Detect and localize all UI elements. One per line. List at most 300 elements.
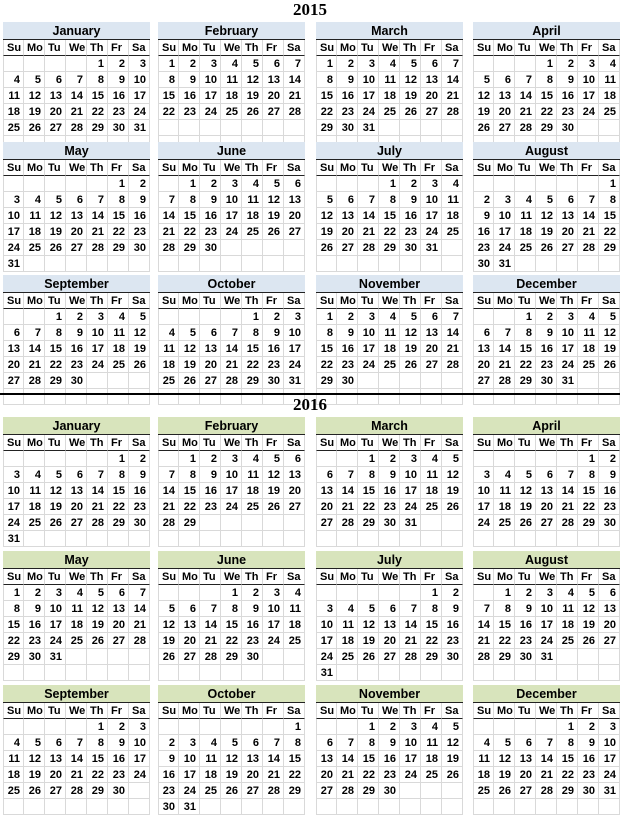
day-cell: 15 xyxy=(3,617,24,633)
day-cell: 17 xyxy=(87,341,108,357)
day-cell: 6 xyxy=(200,325,221,341)
day-cell: 10 xyxy=(179,751,200,767)
empty-cell xyxy=(557,649,578,665)
empty-cell xyxy=(515,665,536,681)
day-cell: 18 xyxy=(578,341,599,357)
month-title: January xyxy=(3,22,150,40)
day-cell: 19 xyxy=(473,104,494,120)
day-cell: 1 xyxy=(316,56,337,72)
day-cell: 28 xyxy=(284,104,305,120)
day-cell: 9 xyxy=(379,735,400,751)
day-cell: 21 xyxy=(284,88,305,104)
day-cell: 3 xyxy=(599,719,620,735)
day-cell: 18 xyxy=(557,617,578,633)
day-cell: 17 xyxy=(400,483,421,499)
day-cell: 29 xyxy=(316,373,337,389)
month-june-2015 xyxy=(158,142,305,272)
empty-cell xyxy=(578,799,599,815)
empty-cell xyxy=(158,585,179,601)
day-cell: 4 xyxy=(66,585,87,601)
day-cell: 26 xyxy=(24,783,45,799)
weekday-header: Tu xyxy=(45,569,66,585)
weekday-header: Su xyxy=(3,293,24,309)
weekday-header: Sa xyxy=(284,40,305,56)
day-cell: 13 xyxy=(337,208,358,224)
empty-cell xyxy=(45,56,66,72)
day-cell: 13 xyxy=(494,88,515,104)
empty-cell xyxy=(221,256,242,272)
day-cell: 16 xyxy=(108,751,129,767)
day-cell: 18 xyxy=(3,104,24,120)
day-cell: 6 xyxy=(599,585,620,601)
month-grid xyxy=(473,40,620,152)
day-cell: 27 xyxy=(337,240,358,256)
day-cell: 8 xyxy=(242,325,263,341)
day-cell: 30 xyxy=(400,240,421,256)
day-cell: 9 xyxy=(379,467,400,483)
day-cell: 22 xyxy=(242,357,263,373)
weekday-header: Tu xyxy=(200,160,221,176)
day-cell: 21 xyxy=(263,767,284,783)
day-cell: 21 xyxy=(158,224,179,240)
day-cell: 11 xyxy=(379,325,400,341)
day-cell: 15 xyxy=(379,208,400,224)
day-cell: 21 xyxy=(87,224,108,240)
empty-cell xyxy=(599,799,620,815)
weekday-header: Tu xyxy=(45,703,66,719)
day-cell: 24 xyxy=(3,515,24,531)
empty-cell xyxy=(200,515,221,531)
day-cell: 17 xyxy=(45,617,66,633)
day-cell: 4 xyxy=(200,735,221,751)
empty-cell xyxy=(494,176,515,192)
weekday-header: Fr xyxy=(263,569,284,585)
month-february-2015 xyxy=(158,22,305,152)
day-cell: 10 xyxy=(284,325,305,341)
day-cell: 4 xyxy=(242,176,263,192)
day-cell: 3 xyxy=(578,56,599,72)
day-cell: 13 xyxy=(45,88,66,104)
day-cell: 28 xyxy=(557,515,578,531)
month-september-2015 xyxy=(3,275,150,405)
day-cell: 10 xyxy=(557,325,578,341)
empty-cell xyxy=(66,665,87,681)
weekday-header: Th xyxy=(242,569,263,585)
weekday-header: Tu xyxy=(45,160,66,176)
weekday-header: Sa xyxy=(442,703,463,719)
day-cell: 4 xyxy=(108,309,129,325)
weekday-header: Mo xyxy=(337,40,358,56)
month-title: October xyxy=(158,685,305,703)
empty-cell xyxy=(442,783,463,799)
empty-cell xyxy=(421,531,442,547)
weekday-header: Sa xyxy=(599,293,620,309)
day-cell: 12 xyxy=(45,483,66,499)
day-cell: 17 xyxy=(263,617,284,633)
month-title: March xyxy=(316,417,463,435)
day-cell: 18 xyxy=(24,499,45,515)
day-cell: 15 xyxy=(494,617,515,633)
day-cell: 6 xyxy=(379,601,400,617)
day-cell: 2 xyxy=(179,56,200,72)
day-cell: 22 xyxy=(421,633,442,649)
day-cell: 10 xyxy=(494,208,515,224)
weekday-header: We xyxy=(66,703,87,719)
day-cell: 3 xyxy=(358,56,379,72)
day-cell: 9 xyxy=(129,467,150,483)
empty-cell xyxy=(108,799,129,815)
month-title: December xyxy=(473,685,620,703)
day-cell: 16 xyxy=(379,751,400,767)
month-title: May xyxy=(3,551,150,569)
day-cell: 9 xyxy=(242,601,263,617)
day-cell: 12 xyxy=(599,325,620,341)
day-cell: 3 xyxy=(557,309,578,325)
weekday-header: Fr xyxy=(108,160,129,176)
day-cell: 15 xyxy=(45,341,66,357)
day-cell: 10 xyxy=(200,72,221,88)
day-cell: 28 xyxy=(578,240,599,256)
day-cell: 26 xyxy=(536,240,557,256)
day-cell: 8 xyxy=(87,735,108,751)
day-cell: 25 xyxy=(421,767,442,783)
empty-cell xyxy=(242,120,263,136)
day-cell: 7 xyxy=(358,192,379,208)
day-cell: 2 xyxy=(515,585,536,601)
day-cell: 18 xyxy=(24,224,45,240)
month-title: September xyxy=(3,685,150,703)
day-cell: 7 xyxy=(400,601,421,617)
day-cell: 21 xyxy=(536,767,557,783)
empty-cell xyxy=(599,531,620,547)
day-cell: 2 xyxy=(337,56,358,72)
empty-cell xyxy=(87,176,108,192)
day-cell: 6 xyxy=(66,192,87,208)
empty-cell xyxy=(358,256,379,272)
day-cell: 23 xyxy=(24,633,45,649)
day-cell: 4 xyxy=(158,325,179,341)
day-cell: 22 xyxy=(158,104,179,120)
empty-cell xyxy=(87,665,108,681)
day-cell: 16 xyxy=(66,341,87,357)
day-cell: 12 xyxy=(24,88,45,104)
weekday-header: Mo xyxy=(337,569,358,585)
day-cell: 17 xyxy=(3,499,24,515)
empty-cell xyxy=(599,649,620,665)
day-cell: 6 xyxy=(515,735,536,751)
day-cell: 22 xyxy=(179,499,200,515)
month-grid xyxy=(158,40,305,152)
weekday-header: Th xyxy=(400,293,421,309)
weekday-header: Th xyxy=(87,160,108,176)
empty-cell xyxy=(221,531,242,547)
day-cell: 11 xyxy=(200,751,221,767)
empty-cell xyxy=(358,531,379,547)
weekday-header: Sa xyxy=(129,293,150,309)
day-cell: 2 xyxy=(200,451,221,467)
weekday-header: Fr xyxy=(263,435,284,451)
weekday-header: Th xyxy=(400,703,421,719)
weekday-header: Sa xyxy=(599,703,620,719)
day-cell: 13 xyxy=(108,601,129,617)
day-cell: 31 xyxy=(557,373,578,389)
day-cell: 28 xyxy=(337,783,358,799)
empty-cell xyxy=(221,240,242,256)
weekday-header: Su xyxy=(3,569,24,585)
day-cell: 1 xyxy=(87,56,108,72)
empty-cell xyxy=(421,665,442,681)
day-cell: 15 xyxy=(358,483,379,499)
day-cell: 18 xyxy=(379,341,400,357)
day-cell: 13 xyxy=(316,751,337,767)
day-cell: 29 xyxy=(358,783,379,799)
weekday-header: Tu xyxy=(200,40,221,56)
weekday-header: Mo xyxy=(24,569,45,585)
day-cell: 7 xyxy=(24,325,45,341)
day-cell: 12 xyxy=(158,617,179,633)
weekday-header: Fr xyxy=(108,703,129,719)
empty-cell xyxy=(87,373,108,389)
day-cell: 23 xyxy=(263,357,284,373)
day-cell: 24 xyxy=(358,357,379,373)
weekday-header: Th xyxy=(87,293,108,309)
day-cell: 30 xyxy=(200,240,221,256)
day-cell: 13 xyxy=(284,192,305,208)
empty-cell xyxy=(158,256,179,272)
weekday-header: We xyxy=(536,160,557,176)
month-december-2016 xyxy=(473,685,620,815)
day-cell: 16 xyxy=(515,617,536,633)
day-cell: 20 xyxy=(284,208,305,224)
weekday-header: Tu xyxy=(515,293,536,309)
day-cell: 2 xyxy=(263,309,284,325)
empty-cell xyxy=(515,799,536,815)
day-cell: 14 xyxy=(200,617,221,633)
month-title: April xyxy=(473,417,620,435)
empty-cell xyxy=(221,515,242,531)
weekday-header: Th xyxy=(242,40,263,56)
day-cell: 14 xyxy=(494,341,515,357)
day-cell: 28 xyxy=(158,515,179,531)
day-cell: 29 xyxy=(45,373,66,389)
day-cell: 23 xyxy=(129,499,150,515)
weekday-header: Fr xyxy=(578,435,599,451)
day-cell: 13 xyxy=(66,208,87,224)
day-cell: 6 xyxy=(421,309,442,325)
day-cell: 27 xyxy=(200,373,221,389)
day-cell: 12 xyxy=(400,72,421,88)
day-cell: 11 xyxy=(284,601,305,617)
day-cell: 3 xyxy=(3,467,24,483)
day-cell: 10 xyxy=(316,617,337,633)
weekday-header: We xyxy=(221,40,242,56)
weekday-header: Th xyxy=(557,293,578,309)
day-cell: 3 xyxy=(263,585,284,601)
empty-cell xyxy=(400,256,421,272)
empty-cell xyxy=(421,256,442,272)
empty-cell xyxy=(284,799,305,815)
weekday-header: Fr xyxy=(578,160,599,176)
weekday-header: Th xyxy=(242,293,263,309)
day-cell: 26 xyxy=(221,783,242,799)
day-cell: 27 xyxy=(515,783,536,799)
day-cell: 9 xyxy=(400,192,421,208)
empty-cell xyxy=(578,373,599,389)
day-cell: 11 xyxy=(66,601,87,617)
weekday-header: Su xyxy=(3,160,24,176)
day-cell: 19 xyxy=(221,767,242,783)
day-cell: 25 xyxy=(24,240,45,256)
weekday-header: Mo xyxy=(179,40,200,56)
day-cell: 26 xyxy=(494,783,515,799)
day-cell: 14 xyxy=(400,617,421,633)
day-cell: 28 xyxy=(337,515,358,531)
empty-cell xyxy=(316,799,337,815)
weekday-header: Fr xyxy=(108,569,129,585)
day-cell: 14 xyxy=(158,208,179,224)
empty-cell xyxy=(557,531,578,547)
day-cell: 9 xyxy=(66,325,87,341)
day-cell: 13 xyxy=(179,617,200,633)
day-cell: 22 xyxy=(316,104,337,120)
day-cell: 15 xyxy=(316,341,337,357)
weekday-header: Fr xyxy=(421,703,442,719)
day-cell: 16 xyxy=(599,483,620,499)
day-cell: 27 xyxy=(3,373,24,389)
day-cell: 29 xyxy=(578,515,599,531)
day-cell: 12 xyxy=(263,192,284,208)
day-cell: 19 xyxy=(442,483,463,499)
day-cell: 23 xyxy=(578,767,599,783)
weekday-header: Th xyxy=(400,40,421,56)
day-cell: 10 xyxy=(221,192,242,208)
day-cell: 6 xyxy=(536,467,557,483)
month-title: November xyxy=(316,275,463,293)
day-cell: 20 xyxy=(3,357,24,373)
weekday-header: Mo xyxy=(179,435,200,451)
empty-cell xyxy=(242,240,263,256)
day-cell: 26 xyxy=(442,767,463,783)
day-cell: 29 xyxy=(108,240,129,256)
day-cell: 11 xyxy=(515,208,536,224)
day-cell: 4 xyxy=(3,735,24,751)
day-cell: 28 xyxy=(263,783,284,799)
empty-cell xyxy=(45,719,66,735)
month-title: February xyxy=(158,22,305,40)
day-cell: 9 xyxy=(263,325,284,341)
day-cell: 13 xyxy=(3,341,24,357)
empty-cell xyxy=(494,531,515,547)
weekday-header: Sa xyxy=(599,40,620,56)
day-cell: 8 xyxy=(108,467,129,483)
empty-cell xyxy=(536,665,557,681)
day-cell: 1 xyxy=(515,309,536,325)
weekday-header: We xyxy=(221,435,242,451)
day-cell: 3 xyxy=(284,309,305,325)
empty-cell xyxy=(129,373,150,389)
day-cell: 30 xyxy=(337,373,358,389)
day-cell: 26 xyxy=(158,649,179,665)
day-cell: 18 xyxy=(473,767,494,783)
empty-cell xyxy=(221,799,242,815)
day-cell: 25 xyxy=(379,357,400,373)
day-cell: 6 xyxy=(316,735,337,751)
day-cell: 21 xyxy=(557,499,578,515)
day-cell: 18 xyxy=(66,617,87,633)
day-cell: 17 xyxy=(129,751,150,767)
weekday-header: Fr xyxy=(108,40,129,56)
weekday-header: Sa xyxy=(129,160,150,176)
day-cell: 6 xyxy=(421,56,442,72)
empty-cell xyxy=(221,309,242,325)
empty-cell xyxy=(316,176,337,192)
month-grid xyxy=(316,40,463,152)
weekday-header: Mo xyxy=(24,160,45,176)
month-grid xyxy=(3,435,150,547)
day-cell: 8 xyxy=(3,601,24,617)
day-cell: 20 xyxy=(263,88,284,104)
weekday-header: Fr xyxy=(578,293,599,309)
day-cell: 27 xyxy=(108,633,129,649)
day-cell: 5 xyxy=(316,192,337,208)
day-cell: 27 xyxy=(536,515,557,531)
day-cell: 1 xyxy=(536,56,557,72)
day-cell: 9 xyxy=(200,467,221,483)
day-cell: 5 xyxy=(179,325,200,341)
day-cell: 28 xyxy=(158,240,179,256)
day-cell: 18 xyxy=(421,751,442,767)
day-cell: 2 xyxy=(129,176,150,192)
empty-cell xyxy=(263,531,284,547)
empty-cell xyxy=(24,799,45,815)
day-cell: 3 xyxy=(400,719,421,735)
day-cell: 9 xyxy=(515,601,536,617)
day-cell: 20 xyxy=(45,104,66,120)
day-cell: 29 xyxy=(421,649,442,665)
day-cell: 22 xyxy=(108,224,129,240)
weekday-header: Mo xyxy=(494,569,515,585)
empty-cell xyxy=(536,256,557,272)
month-title: November xyxy=(316,685,463,703)
day-cell: 21 xyxy=(494,357,515,373)
empty-cell xyxy=(242,531,263,547)
day-cell: 23 xyxy=(379,767,400,783)
day-cell: 4 xyxy=(221,56,242,72)
day-cell: 27 xyxy=(66,515,87,531)
day-cell: 2 xyxy=(578,719,599,735)
empty-cell xyxy=(284,531,305,547)
day-cell: 26 xyxy=(87,633,108,649)
day-cell: 6 xyxy=(45,72,66,88)
day-cell: 1 xyxy=(557,719,578,735)
weekday-header: Fr xyxy=(421,160,442,176)
day-cell: 26 xyxy=(24,120,45,136)
day-cell: 13 xyxy=(599,601,620,617)
day-cell: 18 xyxy=(200,767,221,783)
day-cell: 7 xyxy=(557,467,578,483)
empty-cell xyxy=(200,256,221,272)
empty-cell xyxy=(129,531,150,547)
weekday-header: Su xyxy=(158,293,179,309)
month-june-2016 xyxy=(158,551,305,681)
day-cell: 24 xyxy=(536,633,557,649)
weekday-header: Th xyxy=(242,703,263,719)
empty-cell xyxy=(578,120,599,136)
day-cell: 21 xyxy=(337,767,358,783)
weekday-header: Fr xyxy=(578,569,599,585)
weekday-header: Fr xyxy=(263,40,284,56)
day-cell: 20 xyxy=(316,767,337,783)
